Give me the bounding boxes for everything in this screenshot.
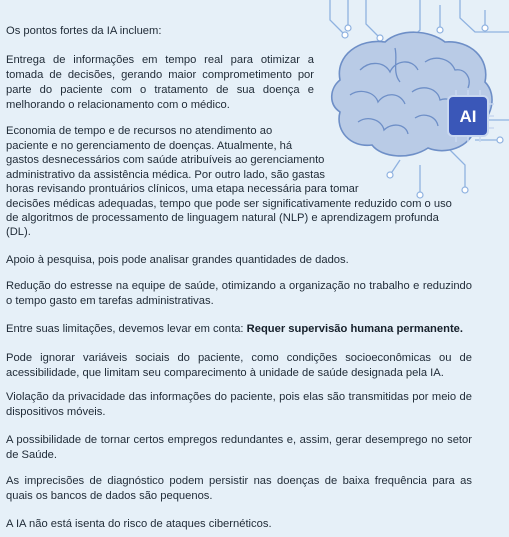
p2-line-7: de algoritmos de processamento de linguagem natural (NLP) e aprendizagem profunda xyxy=(6,212,439,224)
p2-line-3: gastos desnecessários com saúde atribuíveis ao gerenciamento xyxy=(6,154,325,166)
p2-line-2: paciente e no gerenciamento de doenças. Atualmente, há xyxy=(6,140,293,152)
paragraph-unemployment: A possibilidade de tornar certos empregos redundantes e, assim, gerar desemprego no setor de Saúde. xyxy=(6,434,472,461)
p2-line-1: Economia de tempo e de recursos no atendimento ao xyxy=(6,125,273,137)
ai-chip-label: AI xyxy=(459,107,477,126)
p2-line-4: administrativo da assistência médica. Por outro lado, são gastas xyxy=(6,169,326,181)
p2-line-6: decisões médicas adequadas, tempo que pode ser significativamente reduzido com o uso xyxy=(6,198,452,210)
paragraph-limitations xyxy=(6,322,472,337)
paragraph-cyberattacks: A IA não está isenta do risco de ataques cibernéticos. xyxy=(6,518,272,530)
paragraph-stress-reduction: Redução do estresse na equipe de saúde, otimizando a organização no trabalho e reduzindo o tempo gasto em tarefas administrativas. xyxy=(6,280,472,307)
paragraph-research-support: Apoio à pesquisa, pois pode analisar grandes quantidades de dados. xyxy=(6,254,349,266)
limitations-highlight: Requer supervisão humana permanente. xyxy=(246,323,463,335)
ai-chip xyxy=(448,90,494,142)
paragraph-diagnostic-errors: As imprecisões de diagnóstico podem persistir nas doenças de baixa frequência para as quais os bancos de dados são pequenos. xyxy=(6,475,472,502)
paragraph-realtime-info: Entrega de informações em tempo real para otimizar a tomada de decisões, gerando maior comprometimento por parte do paciente com o tratamento de sua doença e melhorando o relacionamento com o médico. xyxy=(6,54,314,111)
limitations-prefix: Entre suas limitações, devemos levar em conta: xyxy=(6,323,247,335)
paragraph-privacy: Violação da privacidade das informações do paciente, pois elas são transmitidas por meio de dispositivos móveis. xyxy=(6,391,472,418)
p2-line-8: (DL). xyxy=(6,226,31,238)
p2-line-5: horas revisando prontuários clínicos, uma etapa necessária para tomar xyxy=(6,183,359,195)
intro-line: Os pontos fortes da IA incluem: xyxy=(6,25,162,37)
paragraph-social-variables: Pode ignorar variáveis sociais do paciente, como condições socioeconômicas ou de acessibilidade, que limitam seu comparecimento à unidade de saúde designada pela IA. xyxy=(6,352,472,379)
